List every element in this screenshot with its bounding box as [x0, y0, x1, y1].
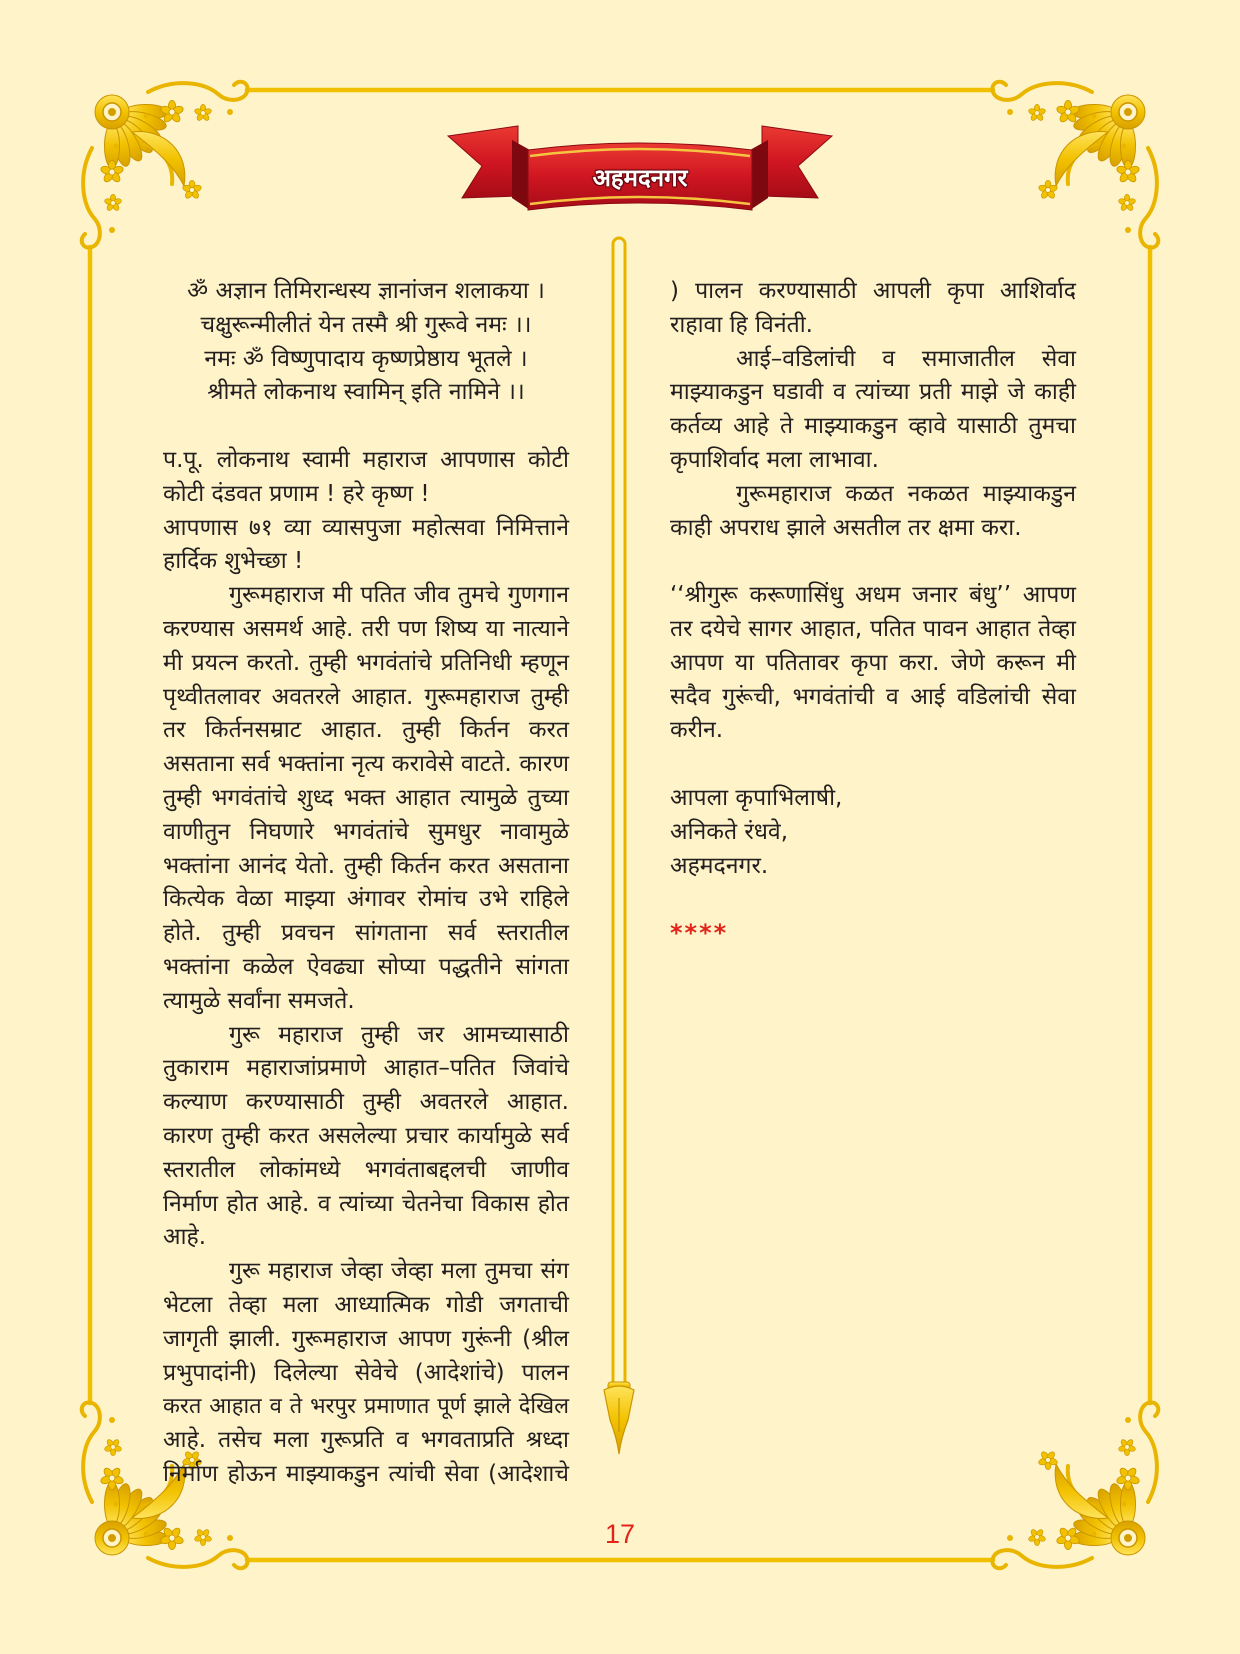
paragraph: [670, 579, 1076, 748]
signature-line: आपला कृपाभिलाषी,: [670, 784, 843, 811]
corner-ornament-top-right: [992, 82, 1158, 248]
corner-ornament-top-left: [82, 82, 248, 248]
verse-line: चक्षुरून्मीलीतं येन तस्मै श्री गुरूवे नमः ।।: [200, 311, 532, 338]
spacer: [670, 748, 1076, 782]
text-line: प्रभुपादांनी) दिलेल्या सेवेचे (आदेशांचे) पालन: [163, 1359, 569, 1386]
text-line: गुरू महाराज तुम्ही जर आमच्यासाठी: [229, 1021, 569, 1048]
text-line: जागृती झाली. गुरूमहाराज आपण गुरूंनी (श्रील: [163, 1325, 569, 1352]
text-line: राहावा हि विनंती.: [670, 311, 813, 338]
text-line: कर्तव्य आहे ते माझ्याकडुन व्हावे यासाठी तुमचा: [670, 413, 1076, 440]
text-line: भक्तांना कळेल ऐवढ्या सोप्या पद्धतीने सांगता: [163, 953, 569, 980]
text-line: काही अपराध झाले असतील तर क्षमा करा.: [670, 514, 1022, 541]
text-line: गुरूमहाराज कळत नकळत माझ्याकडुन: [736, 480, 1076, 507]
text-line: प.पू. लोकनाथ स्वामी महाराज आपणास कोटी: [163, 446, 569, 473]
text-line: भेटला तेव्हा मला आध्यात्मिक गोडी जगताची: [163, 1291, 569, 1318]
text-line: कल्याण करण्यासाठी तुम्ही अवतरले आहात.: [163, 1089, 569, 1116]
text-line: गुरू महाराज जेव्हा जेव्हा मला तुमचा संग: [229, 1258, 569, 1285]
invocation-verse: [163, 275, 569, 410]
text-line: ) पालन करण्यासाठी आपली कृपा आशिर्वाद: [670, 278, 1076, 304]
text-line: करीन.: [670, 717, 724, 744]
paragraph-continued: [670, 275, 1076, 343]
text-line: तर किर्तनसम्राट आहात. तुम्ही किर्तन करत: [163, 717, 569, 744]
column-divider: [604, 238, 634, 1454]
text-line: तुकाराम महाराजांप्रमाणे आहात–पतित जिवांचे: [163, 1055, 569, 1082]
text-line: निर्माण होऊन माझ्याकडुन त्यांची सेवा (आदेशाचे: [163, 1460, 569, 1487]
text-line: ‘‘श्रीगुरू करूणासिंधु अधम जनार बंधु’’ आपण: [670, 582, 1076, 609]
text-line: कृपाशिर्वाद मला लाभावा.: [670, 446, 879, 473]
text-line: स्तरातील लोकांमध्ये भगवंताबद्दलची जाणीव: [163, 1156, 569, 1183]
text-line: आपण या पतितावर कृपा करा. जेणे करून मी: [670, 649, 1076, 676]
signature-block: [670, 782, 1076, 883]
left-column: [163, 275, 569, 1492]
banner-title: अहमदनगर: [592, 164, 688, 192]
paragraph: [670, 478, 1076, 546]
paragraph: [163, 1019, 569, 1256]
text-line: हार्दिक शुभेच्छा !: [163, 548, 304, 575]
text-line: भक्तांना आनंद येतो. तुम्ही किर्तन करत असताना: [163, 852, 569, 879]
signature-name: अनिकते रंधवे,: [670, 818, 789, 845]
text-line: निर्माण होत आहे. व त्यांच्या चेतनेचा विकास होत: [163, 1190, 569, 1217]
spacer: [670, 883, 1076, 917]
text-line: तुम्ही भगवंतांचे शुध्द भक्त आहात त्यामुळे तुच्या: [163, 784, 569, 811]
text-line: होते. तुम्ही प्रवचन सांगताना सर्व स्तरातील: [163, 920, 569, 947]
paragraph-greeting: [163, 444, 569, 512]
text-line: आपणास ७१ व्या व्यासपुजा महोत्सवा निमित्ताने: [163, 514, 569, 541]
text-line: तर दयेचे सागर आहात, पतित पावन आहात तेव्हा: [670, 615, 1076, 642]
spacer: [163, 410, 569, 444]
text-line: असताना सर्व भक्तांना नृत्य करावेसे वाटते. कारण: [163, 751, 569, 778]
verse-line: ॐ अज्ञान तिमिरान्धस्य ज्ञानांजन शलाकया ।: [187, 278, 545, 304]
text-line: करण्यास असमर्थ आहे. तरी पण शिष्य या नात्याने: [163, 615, 569, 642]
text-line: मी प्रयत्न करतो. तुम्ही भगवंतांचे प्रतिनिधी म्हणून: [163, 649, 569, 676]
verse-line: नमः ॐ विष्णुपादाय कृष्णप्रेष्ठाय भूतले ।: [204, 345, 528, 372]
signature-place: अहमदनगर.: [670, 852, 769, 879]
paragraph: [163, 1255, 569, 1492]
text-line: सदैव गुरूंची, भगवंतांची व आई वडिलांची सेवा: [670, 683, 1076, 710]
paragraph-wishes: [163, 512, 569, 580]
text-line: गुरूमहाराज मी पतित जीव तुमचे गुणगान: [229, 582, 569, 609]
ribbon-right-tail: [762, 126, 832, 198]
text-line: आहे. तसेच मला गुरूप्रति व भगवताप्रति श्रध्दा: [163, 1427, 569, 1454]
text-line: करत आहात व ते भरपुर प्रमाणात पूर्ण झाले देखिल: [163, 1394, 569, 1420]
paragraph: [163, 579, 569, 1018]
text-line: माझ्याकडुन घडावी व त्यांच्या प्रती माझे जे काही: [670, 379, 1076, 406]
text-line: त्यामुळे सर्वांना समजते.: [163, 987, 355, 1014]
ribbon-left-tail: [448, 126, 518, 198]
text-line: कारण तुम्ही करत असलेल्या प्रचार कार्यामुळे सर्व: [163, 1122, 569, 1149]
text-line: कोटी दंडवत प्रणाम ! हरे कृष्ण !: [163, 480, 430, 507]
spacer: [670, 545, 1076, 579]
text-line: आहे.: [163, 1224, 207, 1251]
text-line: पृथ्वीतलावर अवतरले आहात. गुरूमहाराज तुम्ही: [163, 683, 569, 710]
verse-line: श्रीमते लोकनाथ स्वामिन् इति नामिने ।।: [207, 379, 525, 406]
paragraph: [670, 343, 1076, 478]
right-column: [670, 275, 1076, 951]
text-line: वाणीतुन निघणारे भगवंतांचे सुमधुर नावामुळे: [163, 818, 569, 845]
text-line: कित्येक वेळा माझ्या अंगावर रोमांच उभे राहिले: [163, 886, 569, 913]
page-number: 17: [604, 1519, 636, 1549]
text-line: आई–वडिलांची व समाजातील सेवा: [736, 345, 1076, 372]
end-mark: ****: [670, 919, 729, 948]
corner-ornament-bottom-right: [992, 1402, 1158, 1568]
